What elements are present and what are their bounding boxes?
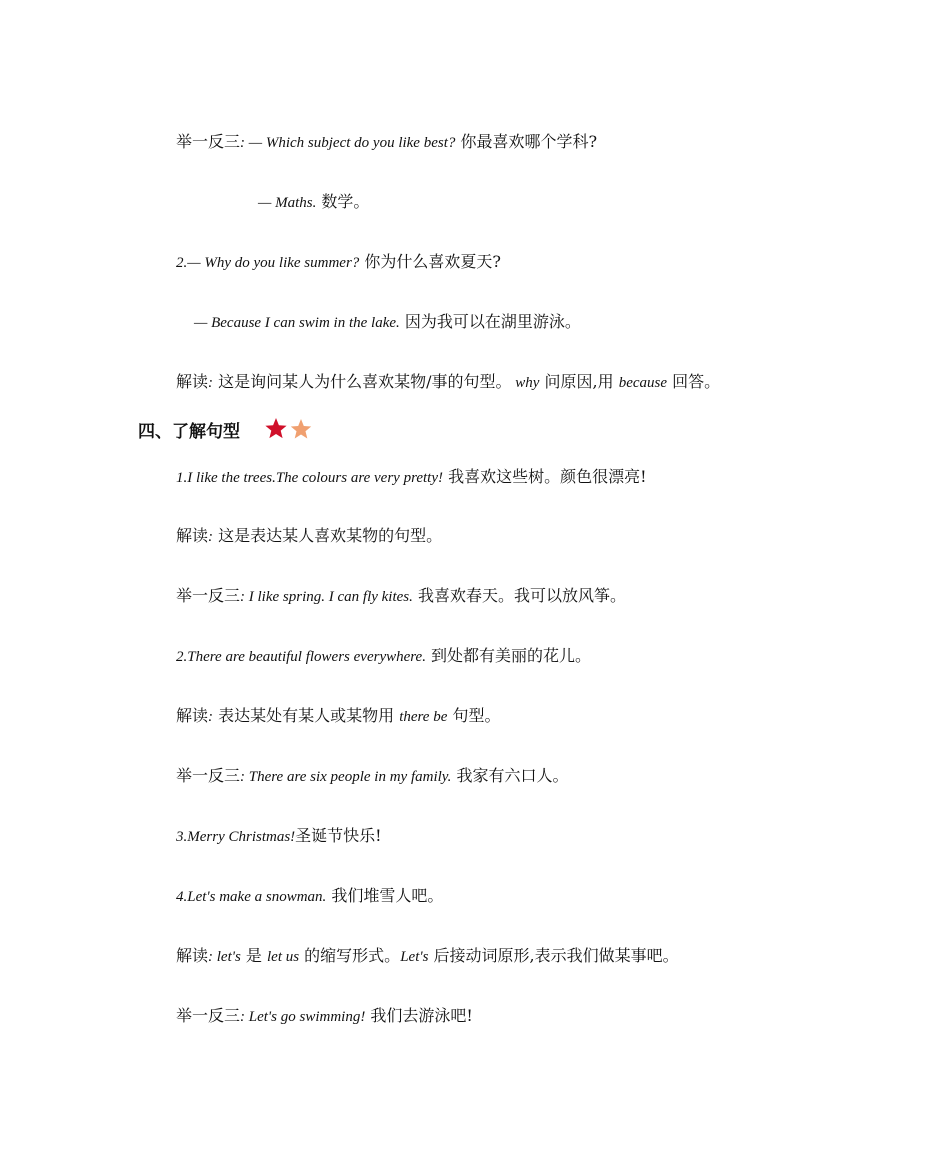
line-sep: :: [208, 709, 214, 725]
text-line: [176, 525, 442, 548]
line-sep: :: [208, 375, 214, 391]
chinese-text: 到处都有美丽的花儿。: [425, 646, 592, 665]
english-text: 4.Let's make a snowman.: [176, 889, 327, 905]
english-text: 1.I like the trees.The colours are very pretty!: [176, 470, 443, 486]
line-sep: :: [208, 529, 214, 545]
chinese-text: 圣诞节快乐!: [295, 826, 382, 845]
english-text: there be: [399, 709, 448, 725]
star-icon: [291, 419, 311, 439]
line-sep: :: [208, 949, 214, 965]
line-label: 举一反三: [176, 1006, 241, 1025]
chinese-text: 我家有六口人。: [451, 766, 569, 785]
text-line: [194, 311, 581, 334]
english-text: because: [618, 375, 667, 391]
line-label: 举一反三: [176, 766, 241, 785]
english-text: let's: [213, 949, 241, 965]
chinese-text: 我喜欢春天。我可以放风筝。: [412, 586, 626, 605]
english-text: why: [511, 375, 540, 391]
line-sep: :: [240, 589, 246, 605]
english-text: 2.— Why do you like summer?: [176, 255, 360, 271]
english-text: 3.Merry Christmas!: [176, 829, 296, 845]
line-sep: :: [240, 135, 246, 151]
line-label: 解读: [176, 946, 209, 965]
line-label: 举一反三: [176, 132, 241, 151]
line-label: 举一反三: [176, 586, 241, 605]
text-line: [258, 191, 369, 214]
text-line: [176, 466, 647, 489]
text-line: [176, 825, 382, 848]
chinese-text: 表达某处有某人或某物用: [213, 706, 400, 725]
chinese-text: 我们堆雪人吧。: [326, 886, 444, 905]
chinese-text: 这是表达某人喜欢某物的句型。: [213, 526, 443, 545]
chinese-text: 我喜欢这些树。颜色很漂亮!: [443, 467, 647, 486]
english-text: Let's go swimming!: [245, 1009, 366, 1025]
line-label: 解读: [176, 372, 209, 391]
chinese-text: 的缩写形式。: [299, 946, 401, 965]
chinese-text: 数学。: [316, 192, 370, 211]
english-text: There are six people in my family.: [245, 769, 452, 785]
chinese-text: 回答。: [667, 372, 721, 391]
english-text: 2.There are beautiful flowers everywhere.: [176, 649, 426, 665]
text-line: [176, 251, 501, 274]
text-line: [176, 1005, 473, 1028]
text-line: [176, 585, 626, 608]
line-sep: :: [240, 1009, 246, 1025]
chinese-text: 你最喜欢哪个学科?: [455, 132, 598, 151]
text-line: [176, 945, 679, 968]
chinese-text: 这是询问某人为什么喜欢某物/事的句型。: [213, 372, 512, 391]
line-label: 解读: [176, 706, 209, 725]
english-text: — Because I can swim in the lake.: [194, 315, 400, 331]
text-line: [176, 705, 500, 728]
text-line: [176, 371, 720, 394]
chinese-text: 句型。: [447, 706, 501, 725]
english-text: I like spring. I can fly kites.: [245, 589, 413, 605]
english-text: — Which subject do you like best?: [245, 135, 456, 151]
chinese-text: 是: [240, 946, 267, 965]
star-icon: [265, 418, 286, 438]
star-rating-icon: [264, 416, 316, 444]
line-sep: :: [240, 769, 246, 785]
chinese-text: 问原因,用: [539, 372, 619, 391]
chinese-text: 因为我可以在湖里游泳。: [399, 312, 581, 331]
chinese-text: 我们去游泳吧!: [365, 1006, 473, 1025]
english-text: — Maths.: [258, 195, 317, 211]
chinese-text: 后接动词原形,表示我们做某事吧。: [428, 946, 679, 965]
line-label: 解读: [176, 526, 209, 545]
text-line: [176, 765, 568, 788]
section-heading: 四、了解句型: [138, 422, 240, 442]
english-text: Let's: [400, 949, 429, 965]
text-line: [176, 645, 591, 668]
english-text: let us: [267, 949, 300, 965]
text-line: [176, 131, 597, 154]
text-line: [176, 885, 443, 908]
chinese-text: 你为什么喜欢夏天?: [359, 252, 501, 271]
